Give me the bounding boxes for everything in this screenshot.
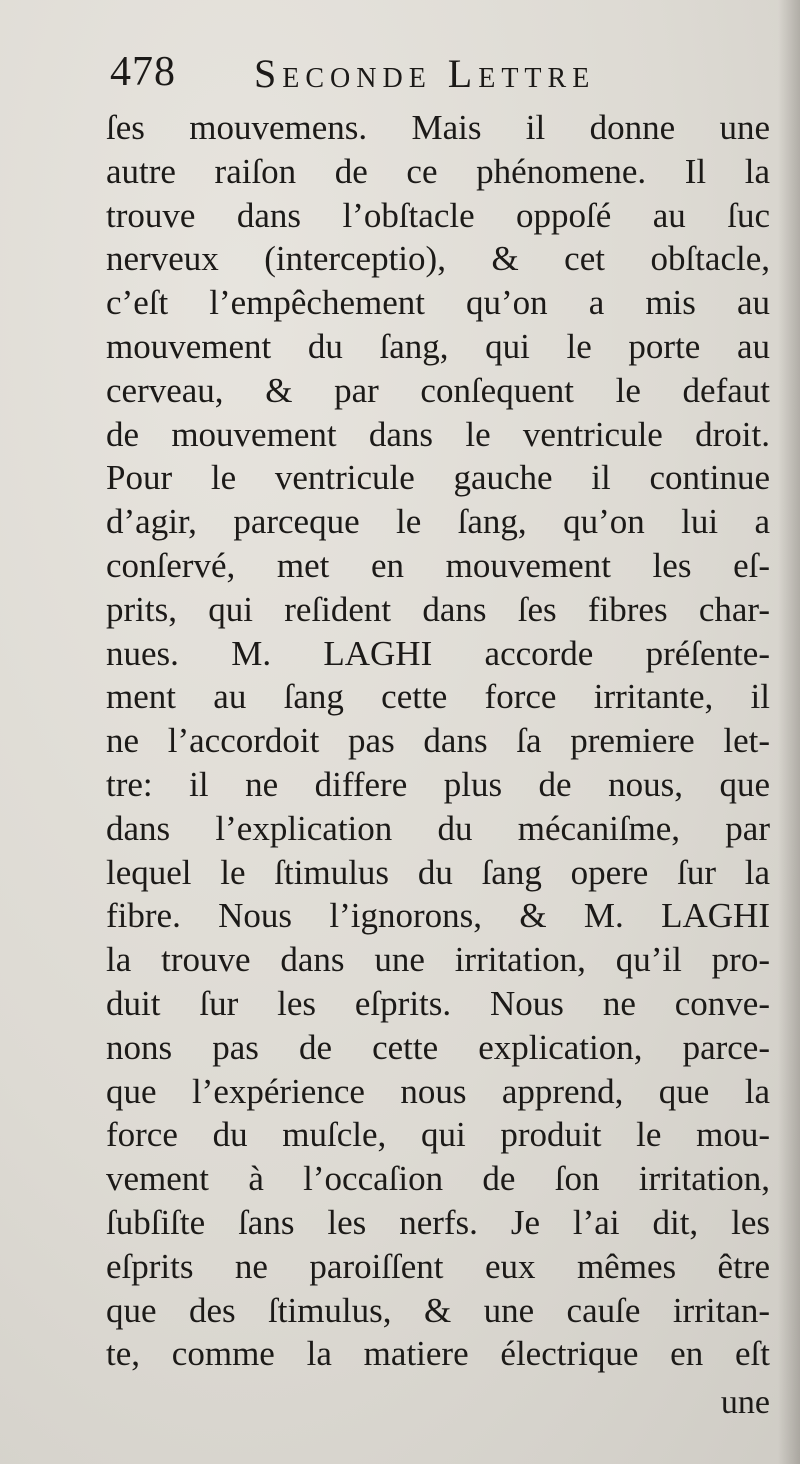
text-line: prits, qui reſident dans ſes fibres char-: [106, 589, 770, 629]
text-line: c’eſt l’empêchement qu’on a mis au: [106, 283, 770, 323]
text-line: que l’expérience nous apprend, que la: [106, 1071, 770, 1111]
catchword: une: [720, 1384, 770, 1421]
text-line: te, comme la matiere électrique en eſt: [106, 1334, 770, 1374]
text-line: nons pas de cette explication, parce-: [106, 1027, 770, 1067]
text-line: vement à l’occaſion de ſon irritation,: [106, 1159, 770, 1199]
text-line: trouve dans l’obſtacle oppoſé au ſuc: [106, 195, 770, 235]
text-line: autre raiſon de ce phénomene. Il la: [106, 151, 770, 191]
text-line: ment au ſang cette force irritante, il: [106, 677, 770, 717]
text-line: ſubſiſte ſans les nerfs. Je l’ai dit, les: [106, 1202, 770, 1242]
text-line: ſes mouvemens. Mais il donne une: [106, 108, 770, 147]
text-line: conſervé, met en mouvement les eſ-: [106, 545, 770, 585]
text-line: la trouve dans une irritation, qu’il pro-: [106, 940, 770, 980]
text-line: de mouvement dans le ventricule droit.: [106, 414, 770, 454]
text-line: mouvement du ſang, qui le porte au: [106, 326, 770, 366]
text-line: d’agir, parceque le ſang, qu’on lui a: [106, 502, 770, 542]
text-line: force du muſcle, qui produit le mou-: [106, 1115, 770, 1155]
body-text: [106, 106, 770, 1376]
page-number: 478: [110, 49, 176, 95]
text-line: tre: il ne differe plus de nous, que: [106, 764, 770, 804]
running-title: Seconde Lettre: [254, 51, 596, 96]
page-header: [110, 48, 750, 108]
text-line: dans l’explication du mécaniſme, par: [106, 808, 770, 848]
text-line: eſprits ne paroiſſent eux mêmes être: [106, 1246, 770, 1286]
text-line: ne l’accordoit pas dans ſa premiere let-: [106, 721, 770, 761]
text-line: duit ſur les eſprits. Nous ne conve-: [106, 983, 770, 1023]
text-line: cerveau, & par conſequent le defaut: [106, 370, 770, 410]
text-line: Pour le ventricule gauche il continue: [106, 458, 770, 498]
text-line: nerveux (interceptio), & cet obſtacle,: [106, 239, 770, 279]
text-line: nues. M. LAGHI accorde préſente-: [106, 633, 770, 673]
text-line: que des ſtimulus, & une cauſe irritan-: [106, 1290, 770, 1330]
text-line: fibre. Nous l’ignorons, & M. LAGHI: [106, 896, 770, 936]
text-line: lequel le ſtimulus du ſang opere ſur la: [106, 852, 770, 892]
